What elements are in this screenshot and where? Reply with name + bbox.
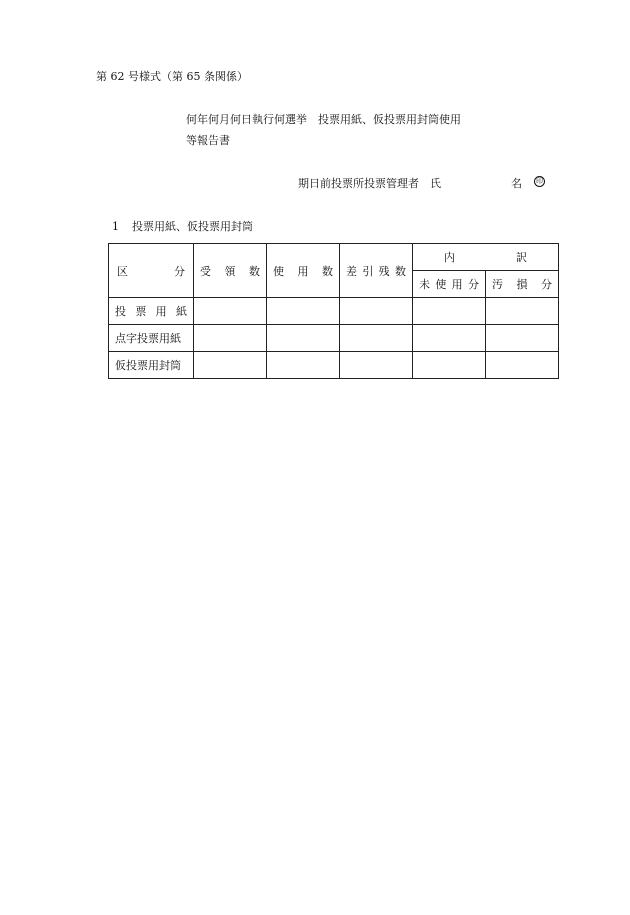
row-label-ballot-paper: 投 票 用 紙 xyxy=(109,298,194,325)
header-category: 区 分 xyxy=(109,244,194,298)
header-breakdown: 内 訳 xyxy=(413,244,559,271)
cell-unused[interactable] xyxy=(413,325,486,352)
header-remaining: 差 引 残 数 xyxy=(340,244,413,298)
cell-remaining[interactable] xyxy=(340,325,413,352)
row-label-braille-ballot: 点字投票用紙 xyxy=(109,325,194,352)
cell-remaining[interactable] xyxy=(340,352,413,379)
name-label: 名 xyxy=(511,177,522,190)
manager-name-label: 期日前投票所投票管理者 氏 xyxy=(298,177,441,190)
cell-damaged[interactable] xyxy=(486,325,559,352)
report-title-line1: 何年何月何日執行何選挙 投票用紙、仮投票用封筒使用 xyxy=(186,113,461,126)
header-used: 使 用 数 xyxy=(267,244,340,298)
header-unused: 未 使 用 分 xyxy=(413,271,486,298)
cell-used[interactable] xyxy=(267,352,340,379)
cell-damaged[interactable] xyxy=(486,298,559,325)
cell-damaged[interactable] xyxy=(486,352,559,379)
cell-remaining[interactable] xyxy=(340,298,413,325)
cell-received[interactable] xyxy=(194,325,267,352)
row-label-provisional-envelope: 仮投票用封筒 xyxy=(109,352,194,379)
seal-icon: 印 xyxy=(536,177,543,185)
header-damaged: 汚 損 分 xyxy=(486,271,559,298)
cell-used[interactable] xyxy=(267,298,340,325)
header-row xyxy=(109,244,559,271)
cell-received[interactable] xyxy=(194,298,267,325)
form-number: 第 62 号様式（第 65 条関係） xyxy=(96,70,248,83)
cell-unused[interactable] xyxy=(413,352,486,379)
table-row xyxy=(109,298,559,325)
cell-received[interactable] xyxy=(194,352,267,379)
table-row xyxy=(109,352,559,379)
cell-unused[interactable] xyxy=(413,298,486,325)
cell-used[interactable] xyxy=(267,325,340,352)
usage-table xyxy=(108,243,559,379)
section-heading xyxy=(112,221,253,232)
section-number: 1 xyxy=(112,220,119,233)
report-title-line2: 等報告書 xyxy=(186,134,230,147)
header-received: 受 領 数 xyxy=(194,244,267,298)
section-title: 投票用紙、仮投票用封筒 xyxy=(132,220,253,233)
table-row xyxy=(109,325,559,352)
